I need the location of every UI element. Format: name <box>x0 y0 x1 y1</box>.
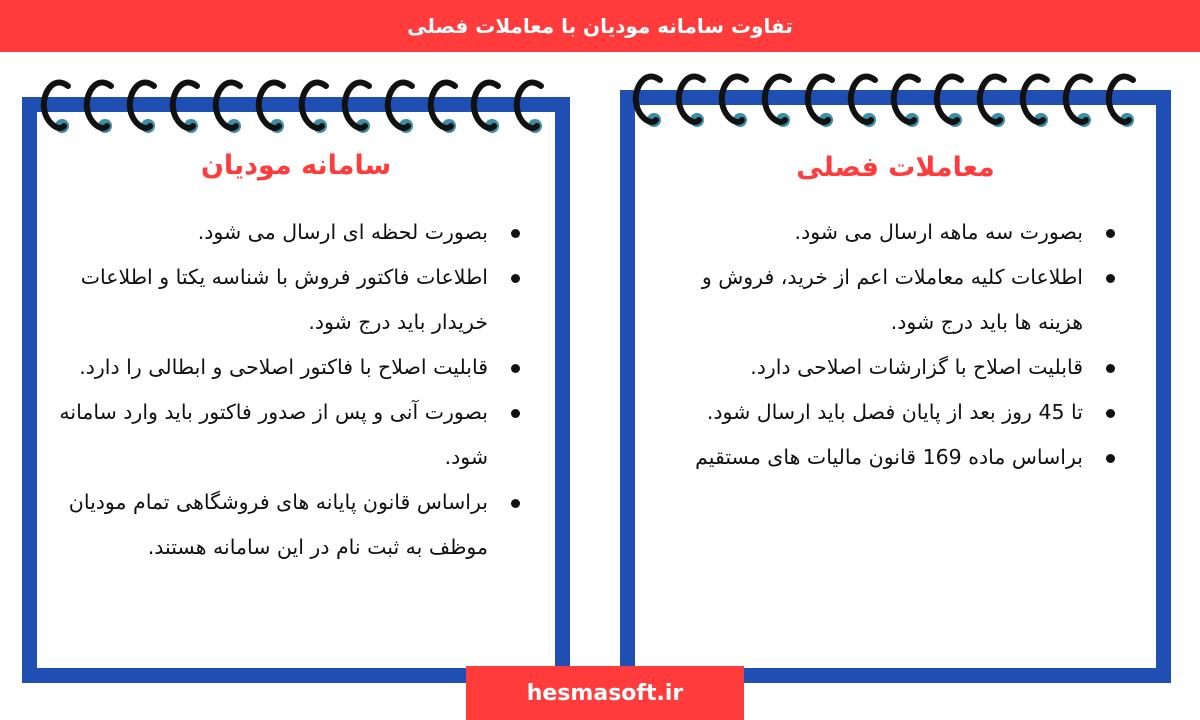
list-item: براساس ماده 169 قانون مالیات های مستقیم <box>655 435 1123 480</box>
card-seasonal-list <box>655 210 1123 480</box>
list-item: بصورت سه ماهه ارسال می شود. <box>655 210 1123 255</box>
list-item: براساس قانون پایانه های فروشگاهی تمام مودیان موظف به ثبت نام در این سامانه هستند. <box>50 480 528 570</box>
website-url: hesmasoft.ir <box>526 680 684 706</box>
list-item: اطلاعات فاکتور فروش با شناسه یکتا و اطلاعات خریدار باید درج شود. <box>50 255 528 345</box>
website-badge <box>466 666 744 720</box>
list-item: اطلاعات کلیه معاملات اعم از خرید، فروش و هزینه ها باید درج شود. <box>655 255 1123 345</box>
list-item: تا 45 روز بعد از پایان فصل باید ارسال شود. <box>655 390 1123 435</box>
list-item: بصورت آنی و پس از صدور فاکتور باید وارد سامانه شود. <box>50 390 528 480</box>
header-banner <box>0 0 1200 52</box>
list-item: قابلیت اصلاح با گزارشات اصلاحی دارد. <box>655 345 1123 390</box>
list-item: قابلیت اصلاح با فاکتور اصلاحی و ابطالی را دارد. <box>50 345 528 390</box>
card-moadian-title: سامانه مودیان <box>200 150 392 181</box>
list-item: بصورت لحظه ای ارسال می شود. <box>50 210 528 255</box>
page-title: تفاوت سامانه مودیان با معاملات فصلی <box>407 14 793 38</box>
card-moadian-list <box>50 210 528 570</box>
card-seasonal-title: معاملات فصلی <box>796 152 995 183</box>
